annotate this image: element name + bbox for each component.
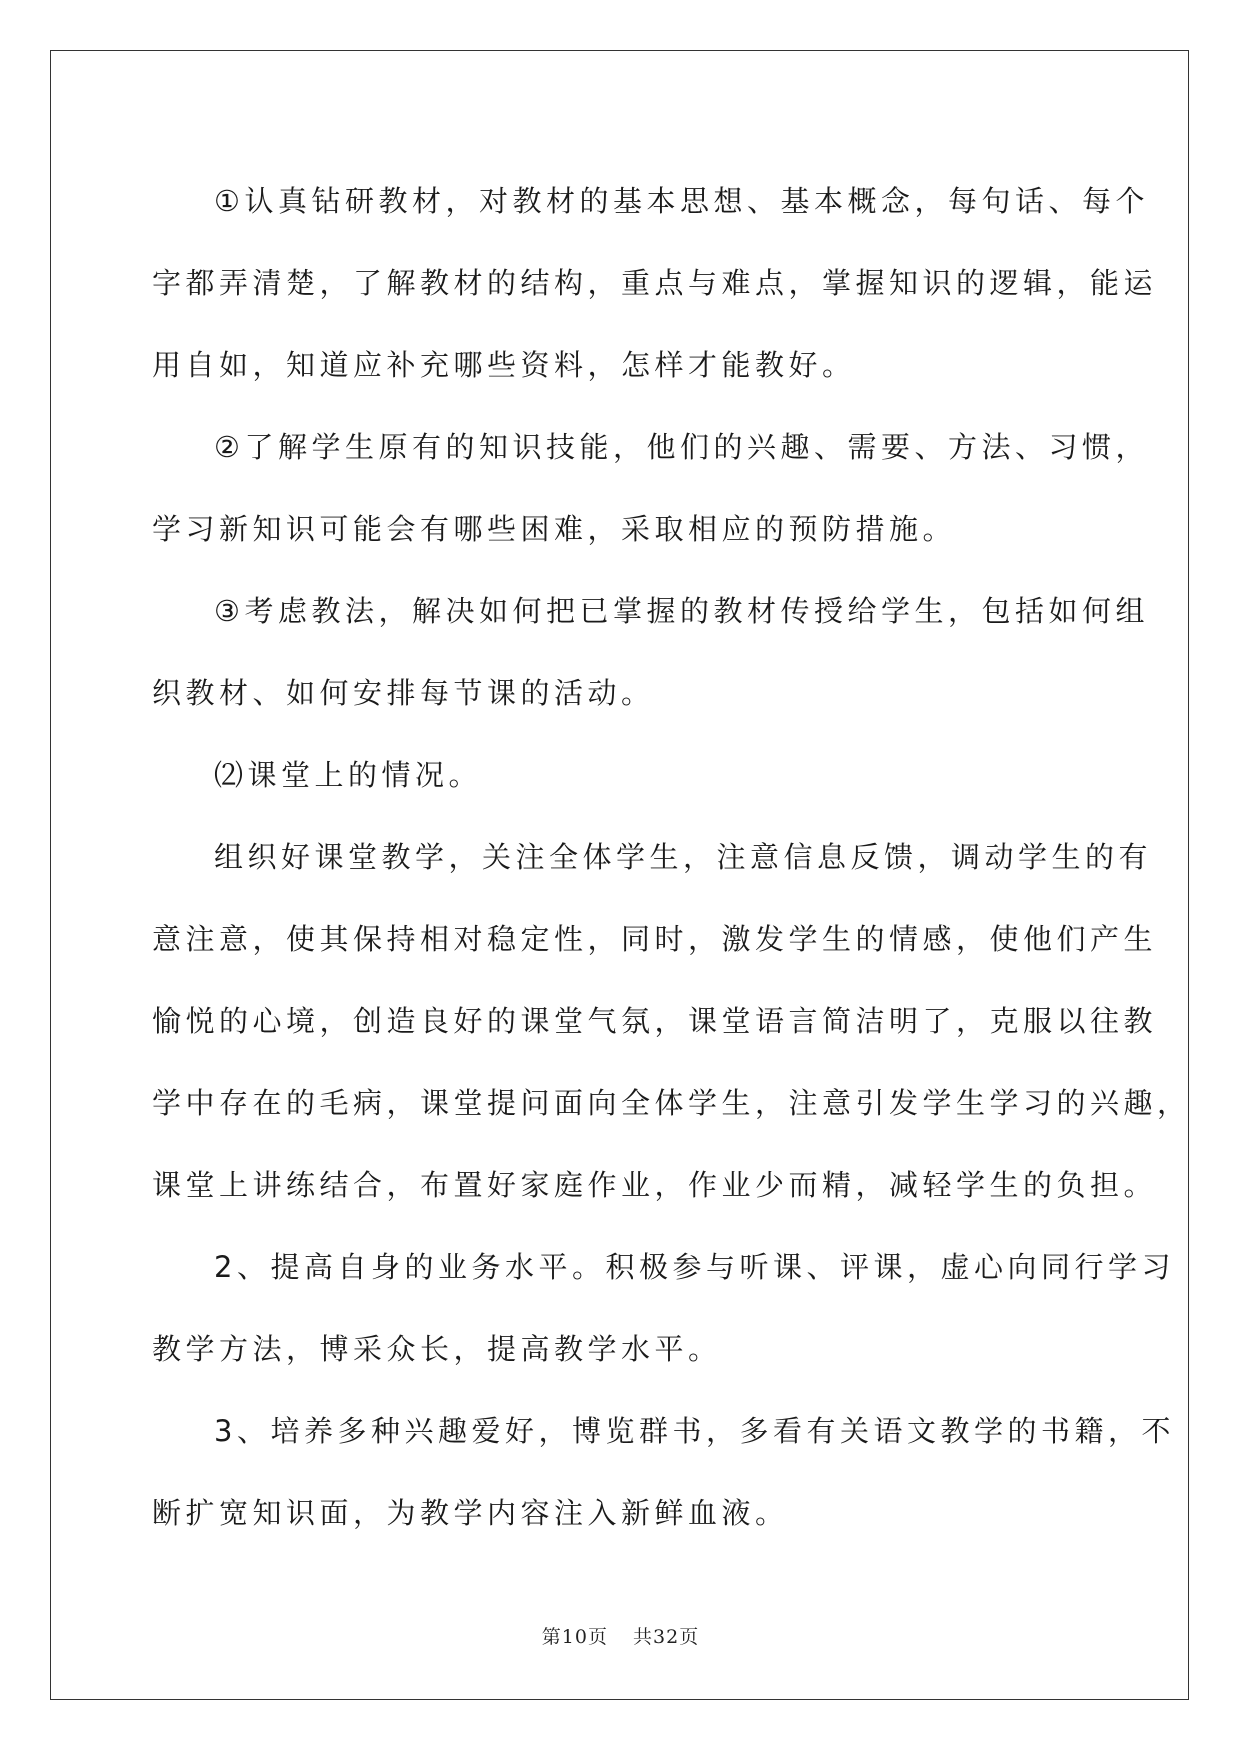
paragraph-line: 学习新知识可能会有哪些困难，采取相应的预防措施。 (152, 512, 957, 546)
paragraph-line: 课堂上讲练结合，布置好家庭作业，作业少而精，减轻学生的负担。 (152, 1168, 1158, 1202)
paragraph-line: 学中存在的毛病，课堂提问面向全体学生，注意引发学生学习的兴趣， (152, 1086, 1191, 1120)
paragraph-line: ②了解学生原有的知识技能，他们的兴趣、需要、方法、习惯， (214, 430, 1149, 464)
paragraph-line: 字都弄清楚，了解教材的结构，重点与难点，掌握知识的逻辑，能运 (152, 266, 1158, 300)
paragraph-5 (152, 816, 1191, 1226)
paragraph-2 (152, 406, 1149, 570)
paragraph-line: ③考虑教法，解决如何把已掌握的教材传授给学生，包括如何组 (214, 594, 1149, 628)
paragraph-line: 3、培养多种兴趣爱好，博览群书，多看有关语文教学的书籍，不 (214, 1414, 1175, 1448)
paragraph-line: 2、提高自身的业务水平。积极参与听课、评课，虚心向同行学习 (214, 1250, 1175, 1284)
paragraph-1 (152, 160, 1158, 406)
paragraph-line: 用自如，知道应补充哪些资料，怎样才能教好。 (152, 348, 856, 382)
current-page-number: 第10页 (541, 1626, 608, 1648)
paragraph-line: 教学方法，博采众长，提高教学水平。 (152, 1332, 722, 1366)
paragraph-line: 愉悦的心境，创造良好的课堂气氛，课堂语言简洁明了，克服以往教 (152, 1004, 1158, 1038)
paragraph-line: 织教材、如何安排每节课的活动。 (152, 676, 655, 710)
paragraph-7 (152, 1390, 1175, 1554)
paragraph-line: 组织好课堂教学，关注全体学生，注意信息反馈，调动学生的有 (214, 840, 1153, 874)
paragraph-6 (152, 1226, 1175, 1390)
document-body (152, 160, 1191, 1554)
paragraph-4-heading (152, 734, 1092, 816)
page-footer (0, 1622, 1241, 1649)
paragraph-line: ①认真钻研教材，对教材的基本思想、基本概念，每句话、每个 (214, 184, 1149, 218)
paragraph-line: 断扩宽知识面，为教学内容注入新鲜血液。 (152, 1496, 789, 1530)
paragraph-3 (152, 570, 1149, 734)
total-page-count: 共32页 (633, 1626, 700, 1648)
paragraph-line: ⑵课堂上的情况。 (214, 758, 483, 792)
paragraph-line: 意注意，使其保持相对稳定性，同时，激发学生的情感，使他们产生 (152, 922, 1158, 956)
